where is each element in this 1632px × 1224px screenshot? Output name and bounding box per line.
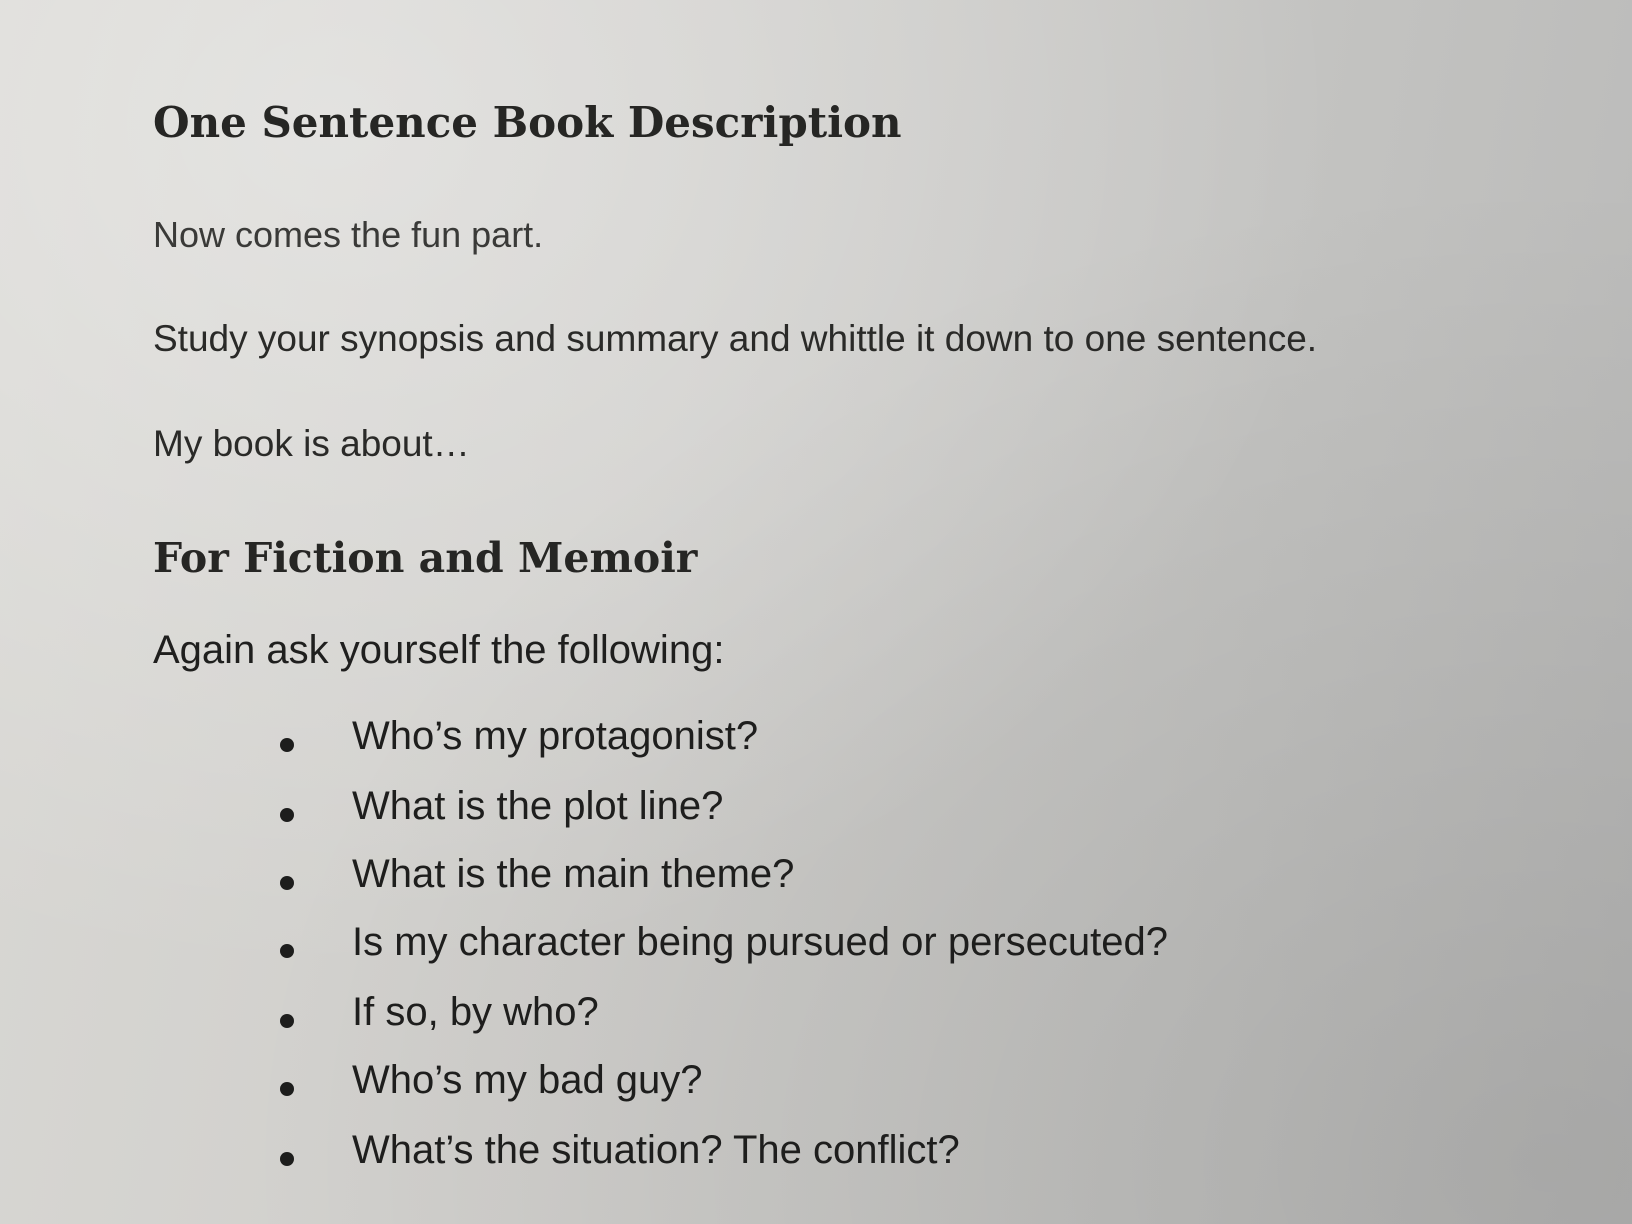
list-item-text: What is the plot line?	[352, 784, 724, 828]
bullet-icon	[280, 808, 294, 822]
bullet-icon	[280, 738, 294, 752]
list-item-text: Who’s my protagonist?	[352, 714, 759, 758]
intro-paragraph: Now comes the fun part.	[153, 214, 544, 255]
list-item-text: Is my character being pursued or persecuted?	[352, 920, 1168, 964]
section-heading: One Sentence Book Description	[153, 98, 902, 147]
bullet-icon	[280, 876, 294, 890]
list-item-text: If so, by who?	[352, 990, 599, 1034]
subsection-heading: For Fiction and Memoir	[153, 534, 698, 582]
prompt-paragraph: My book is about…	[153, 423, 470, 464]
question-intro: Again ask yourself the following:	[153, 628, 725, 672]
list-item-text: What’s the situation? The conflict?	[352, 1128, 960, 1172]
bullet-icon	[280, 1152, 294, 1166]
bullet-icon	[280, 944, 294, 958]
list-item-text: What is the main theme?	[352, 852, 795, 896]
bullet-icon	[280, 1082, 294, 1096]
bullet-icon	[280, 1014, 294, 1028]
list-item-text: Who’s my bad guy?	[352, 1058, 703, 1102]
instruction-paragraph: Study your synopsis and summary and whittle it down to one sentence.	[153, 318, 1318, 359]
